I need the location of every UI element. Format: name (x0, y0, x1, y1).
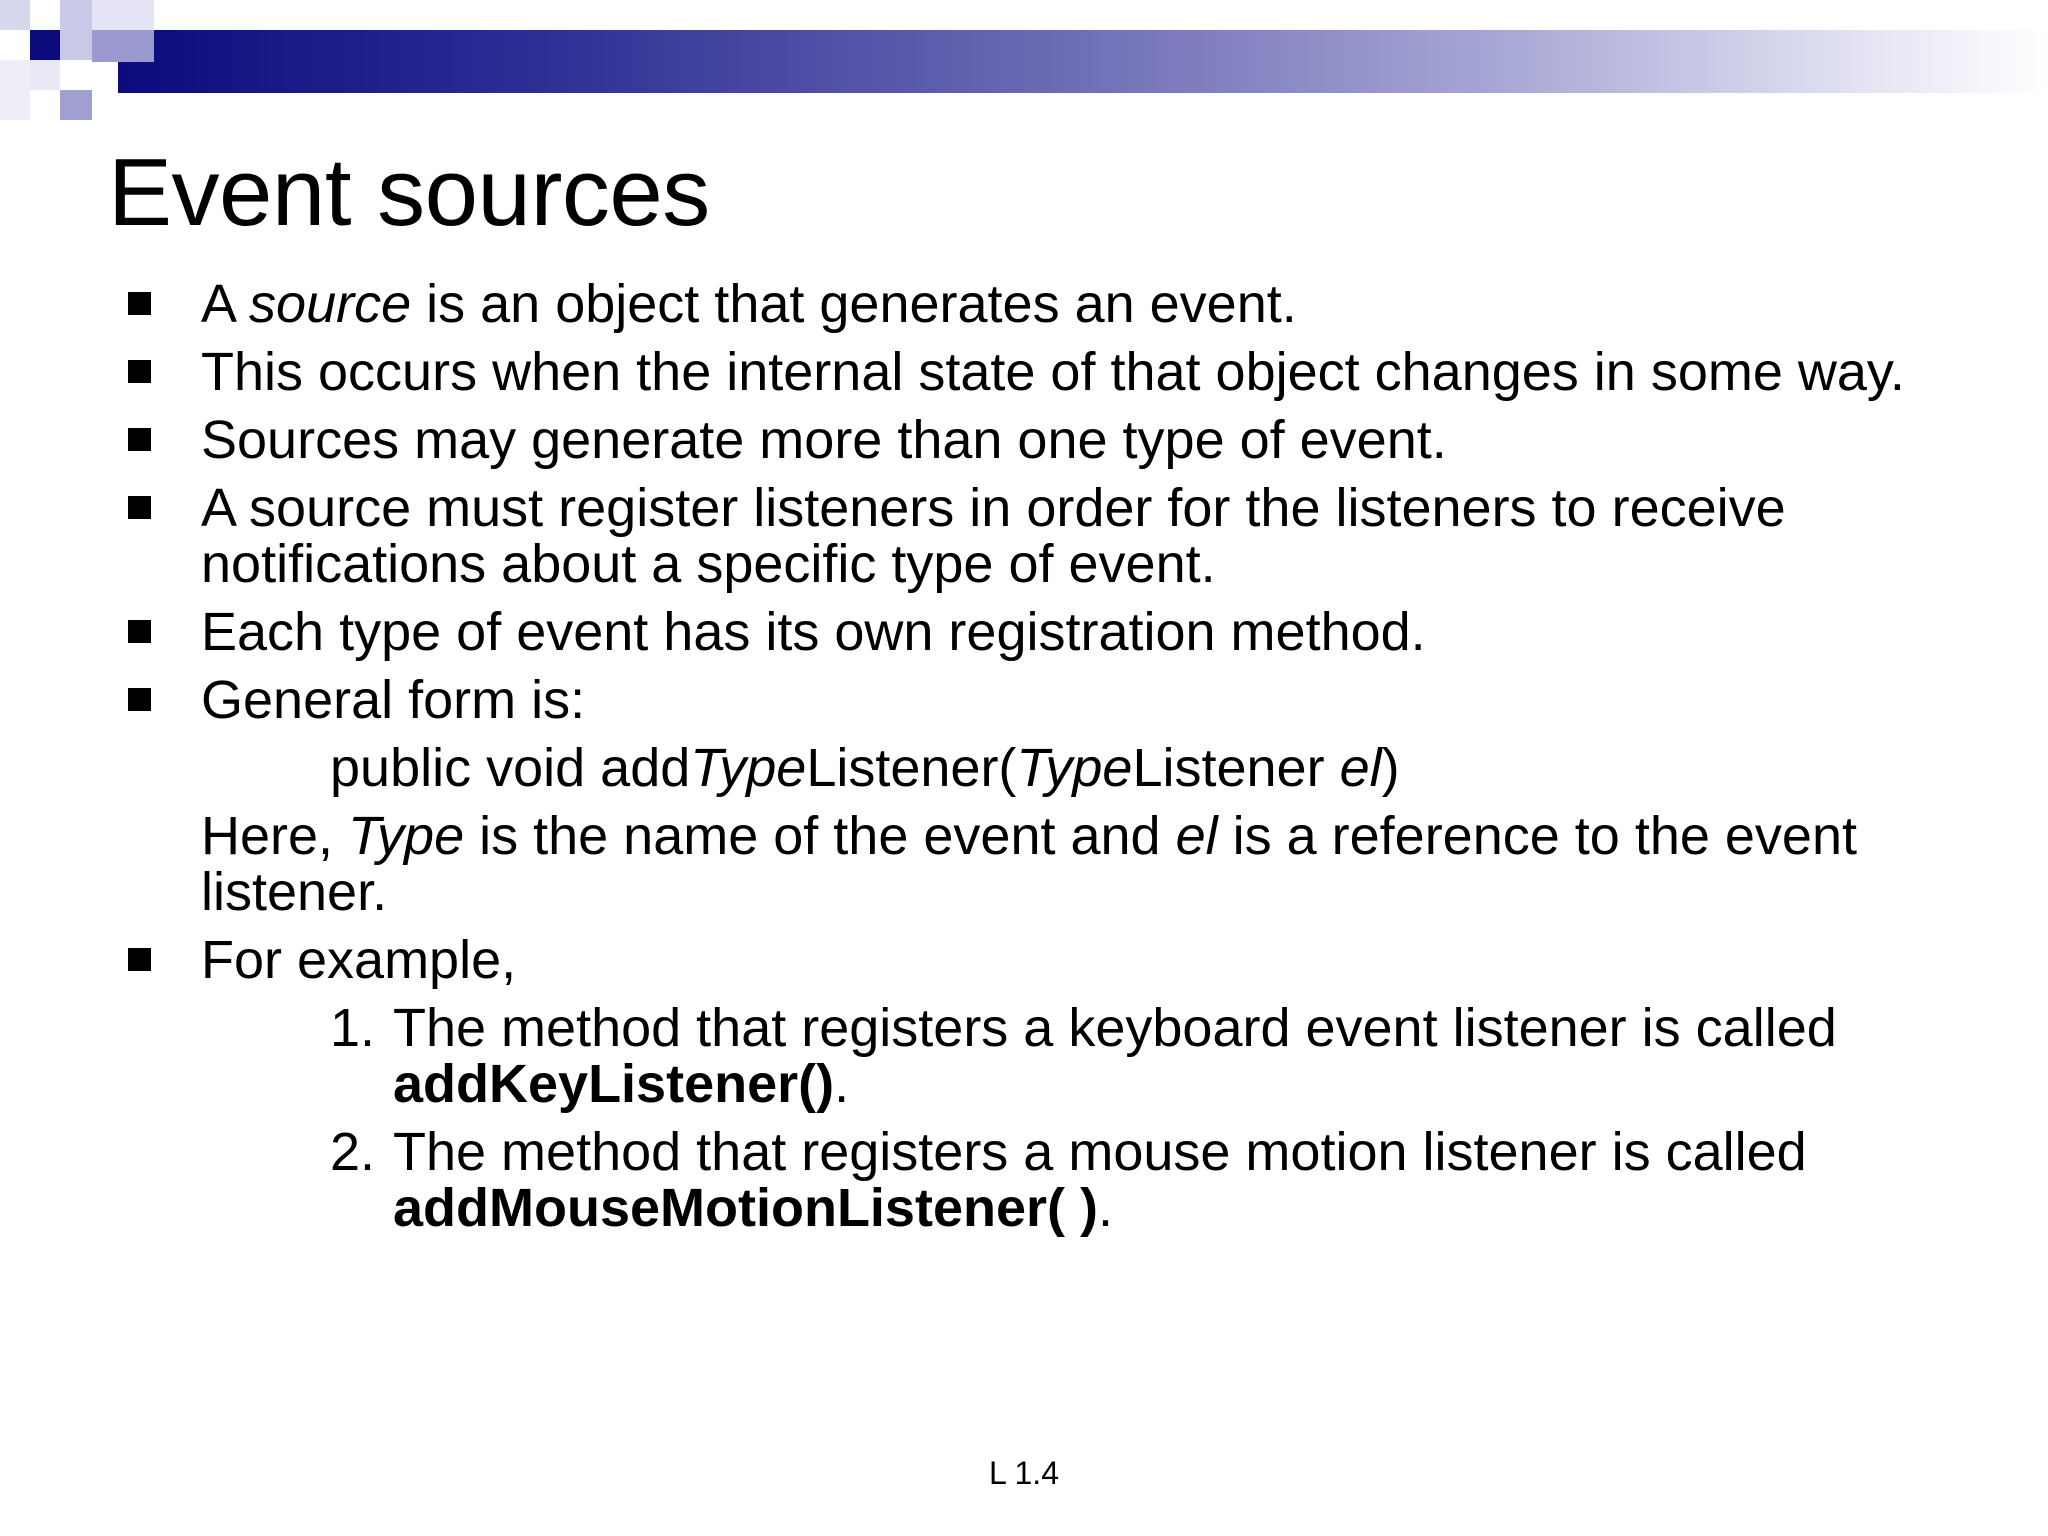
example-end: . (1097, 1178, 1113, 1238)
code-italic: Type (1016, 738, 1133, 798)
bullet-text: is an object that generates an event. (411, 274, 1297, 334)
explanation-part: Here, (201, 806, 349, 866)
bullet-text: This occurs when the internal state of that object changes in some way. (201, 342, 1905, 402)
example-method: addMouseMotionListener( ) (393, 1178, 1098, 1238)
bullet-marker (128, 948, 151, 971)
header-square (0, 60, 30, 120)
slide-footer: L 1.4 (989, 1455, 1059, 1491)
bullet-text: For example, (201, 930, 517, 990)
bullet-italic: source (249, 274, 412, 334)
slide-content (0, 276, 2048, 1248)
bullet-item (0, 412, 1921, 468)
header-square (92, 30, 154, 62)
bullet-item (0, 480, 1921, 592)
explanation-text (0, 808, 1921, 920)
bullet-text: General form is: (201, 670, 586, 730)
bullet-text: Each type of event has its own registration method. (201, 602, 1426, 662)
code-text: public void add (330, 738, 691, 798)
bullet-text: A (201, 274, 250, 334)
example-number: 2. (330, 1122, 376, 1182)
bullet-item (0, 276, 1921, 332)
header-square (60, 30, 92, 60)
bullet-marker (128, 620, 151, 643)
explanation-italic: el (1175, 806, 1218, 866)
bullet-marker (128, 688, 151, 711)
code-text: Listener( (806, 738, 1017, 798)
header-square (60, 90, 92, 120)
code-text: ) (1381, 738, 1400, 798)
bullet-text: Sources may generate more than one type of event. (201, 410, 1447, 470)
bullet-item (0, 344, 1921, 400)
header-square (30, 30, 60, 60)
example-text: The method that registers a keyboard event listener is called (393, 998, 1837, 1058)
bullet-item (0, 672, 1921, 728)
bullet-text: A source must register listeners in order for the listeners to receive notifications about a specific type of event. (201, 478, 1786, 594)
code-text: Listener (1132, 738, 1340, 798)
example-method: addKeyListener() (393, 1054, 835, 1114)
bullet-marker (128, 292, 151, 315)
bullet-item (0, 932, 1921, 988)
header-square (0, 0, 30, 30)
explanation-italic: Type (348, 806, 465, 866)
slide-title: Event sources (108, 139, 710, 246)
bullet-item (0, 604, 1921, 660)
code-italic: Type (690, 738, 807, 798)
explanation-part: is a reference to the event listener. (201, 806, 1857, 922)
code-italic: el (1339, 738, 1382, 798)
header-square (92, 0, 154, 30)
example-number: 1. (330, 998, 376, 1058)
bullet-marker (128, 360, 151, 383)
bullet-marker (128, 428, 151, 451)
example-text: The method that registers a mouse motion listener is called (393, 1122, 1807, 1182)
header-square (30, 60, 60, 90)
header-gradient-bar (118, 30, 2048, 93)
bullet-marker (128, 496, 151, 519)
example-item (0, 1124, 1953, 1236)
example-item (0, 1000, 1953, 1112)
explanation-part: is the name of the event and (464, 806, 1176, 866)
general-form-line (0, 740, 2048, 796)
header-square (60, 0, 92, 30)
example-end: . (834, 1054, 850, 1114)
